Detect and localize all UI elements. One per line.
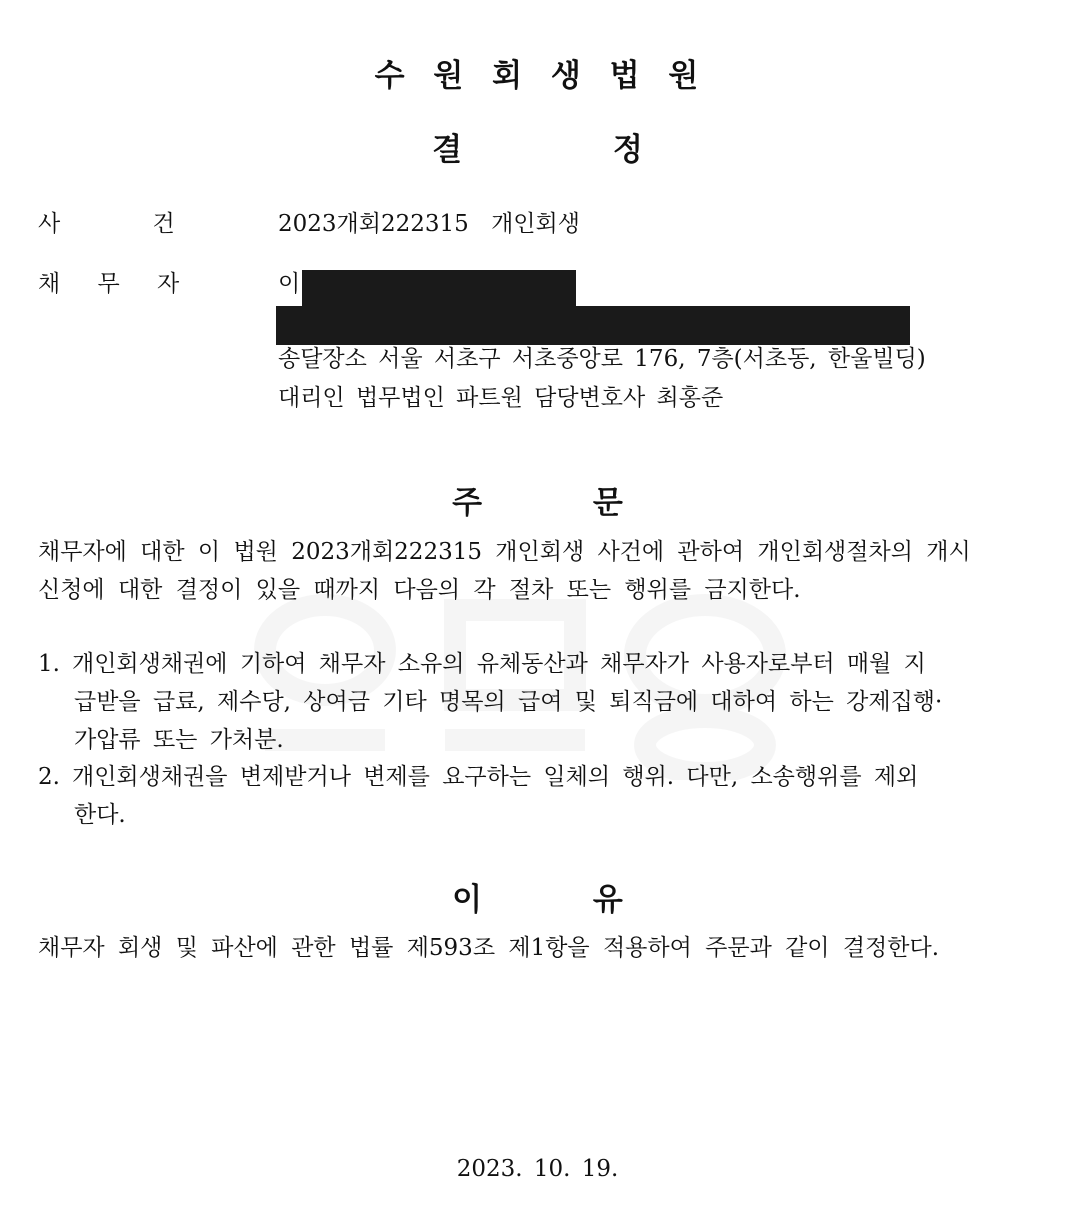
decision-date: 2023. 10. 19.: [456, 1156, 619, 1182]
order-intro-line2: 신청에 대한 결정이 있을 때까지 다음의 각 절차 또는 행위를 금지한다.: [38, 577, 801, 603]
order-item-1-line2: 급받을 급료, 제수당, 상여금 기타 명목의 급여 및 퇴직금에 대하여 하는 강제집행·: [74, 689, 943, 715]
case-number: 2023개회222315 개인회생: [278, 211, 580, 237]
order-item-2-line2: 한다.: [74, 802, 126, 828]
order-item-1-line3: 가압류 또는 가처분.: [74, 727, 284, 753]
debtor-name: 이: [278, 271, 301, 297]
order-item-1-line1: 개인회생채권에 기하여 채무자 소유의 유체동산과 채무자가 사용자로부터 매월 지: [72, 651, 926, 677]
watermark-seal: [235, 580, 795, 780]
redacted-address: [276, 306, 910, 345]
debtor-label: 채 무 자: [38, 271, 180, 297]
order-item-2-line1: 개인회생채권을 변제받거나 변제를 요구하는 일체의 행위. 다만, 소송행위를 제외: [72, 764, 919, 790]
legal-agent: 대리인 법무법인 파트원 담당변호사 최홍준: [278, 385, 724, 411]
order-intro-line1: 채무자에 대한 이 법원 2023개회222315 개인회생 사건에 관하여 개인회생절차의 개시: [38, 539, 971, 565]
case-label: 사 건: [38, 211, 175, 237]
redacted-name: [302, 270, 576, 306]
document-title: 결 정: [432, 132, 643, 168]
order-item-1-number: 1.: [38, 651, 60, 677]
order-item-2-number: 2.: [38, 764, 60, 790]
court-name: 수 원 회 생 법 원: [374, 58, 699, 94]
order-heading: 주 문: [452, 485, 623, 521]
reason-heading: 이 유: [452, 882, 623, 918]
reason-text: 채무자 회생 및 파산에 관한 법률 제593조 제1항을 적용하여 주문과 같이 결정한다.: [38, 935, 940, 961]
service-address: 송달장소 서울 서초구 서초중앙로 176, 7층(서초동, 한울빌딩): [278, 346, 926, 372]
